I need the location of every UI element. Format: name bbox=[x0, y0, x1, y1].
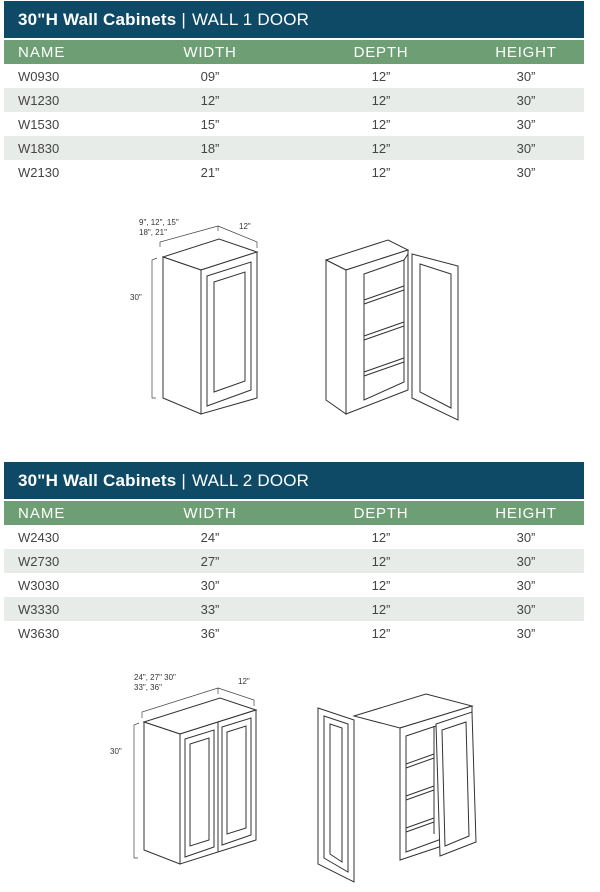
dim-depth: 12" bbox=[239, 222, 251, 231]
cell-width: 12” bbox=[200, 92, 220, 108]
cell-name: W1230 bbox=[18, 92, 60, 108]
cell-width: 21” bbox=[200, 164, 220, 180]
section-wall-2-door bbox=[4, 462, 584, 645]
cell-name: W1530 bbox=[18, 116, 60, 132]
table-header bbox=[4, 501, 584, 525]
cell-height: 30” bbox=[516, 92, 536, 108]
cell-width: 09” bbox=[200, 68, 220, 84]
double-door-cabinet-drawing bbox=[108, 668, 268, 868]
section-header bbox=[4, 462, 584, 499]
dim-width-line2: 33", 36" bbox=[134, 683, 162, 692]
dim-width-line1: 24", 27" 30" bbox=[134, 673, 176, 682]
cell-depth: 12” bbox=[371, 625, 391, 641]
cell-width: 15” bbox=[200, 116, 220, 132]
cell-height: 30” bbox=[516, 577, 536, 593]
table-row bbox=[4, 64, 584, 88]
table-row bbox=[4, 549, 584, 573]
cell-width: 18” bbox=[200, 140, 220, 156]
cell-depth: 12” bbox=[371, 577, 391, 593]
table-row bbox=[4, 160, 584, 184]
column-depth: DEPTH bbox=[353, 504, 409, 522]
cell-name: W0930 bbox=[18, 68, 60, 84]
cell-name: W1830 bbox=[18, 140, 60, 156]
cell-name: W2430 bbox=[18, 529, 60, 545]
dim-width-line2: 18", 21" bbox=[139, 228, 167, 237]
cell-height: 30” bbox=[516, 164, 536, 180]
cell-depth: 12” bbox=[371, 68, 391, 84]
title-separator: | bbox=[181, 9, 187, 29]
single-door-cabinet-open-drawing bbox=[318, 232, 468, 422]
dim-height: 30" bbox=[110, 747, 122, 756]
column-height: HEIGHT bbox=[495, 43, 557, 61]
column-height: HEIGHT bbox=[495, 504, 557, 522]
cell-height: 30” bbox=[516, 68, 536, 84]
dim-width-line1: 9", 12", 15" bbox=[139, 218, 179, 227]
section-subtitle: WALL 1 DOOR bbox=[192, 9, 310, 29]
section-subtitle: WALL 2 DOOR bbox=[192, 470, 310, 490]
cell-width: 27” bbox=[200, 553, 220, 569]
cell-width: 24” bbox=[200, 529, 220, 545]
double-door-cabinet-open-drawing bbox=[314, 686, 484, 886]
cell-name: W2730 bbox=[18, 553, 60, 569]
cell-depth: 12” bbox=[371, 553, 391, 569]
cell-name: W3630 bbox=[18, 625, 60, 641]
cell-depth: 12” bbox=[371, 529, 391, 545]
table-row bbox=[4, 621, 584, 645]
column-width: WIDTH bbox=[183, 504, 237, 522]
cell-depth: 12” bbox=[371, 140, 391, 156]
cell-height: 30” bbox=[516, 116, 536, 132]
cell-depth: 12” bbox=[371, 601, 391, 617]
section-wall-1-door bbox=[4, 1, 584, 184]
column-width: WIDTH bbox=[183, 43, 237, 61]
cell-width: 36” bbox=[200, 625, 220, 641]
table-row bbox=[4, 136, 584, 160]
cell-height: 30” bbox=[516, 625, 536, 641]
cell-height: 30” bbox=[516, 601, 536, 617]
table-row bbox=[4, 88, 584, 112]
cell-height: 30” bbox=[516, 140, 536, 156]
table-header bbox=[4, 40, 584, 64]
table-row bbox=[4, 597, 584, 621]
cell-name: W3330 bbox=[18, 601, 60, 617]
cell-depth: 12” bbox=[371, 92, 391, 108]
cell-height: 30” bbox=[516, 529, 536, 545]
column-name: NAME bbox=[18, 504, 66, 522]
section-header bbox=[4, 1, 584, 38]
table-row bbox=[4, 573, 584, 597]
dim-depth: 12" bbox=[238, 677, 250, 686]
dim-height: 30" bbox=[130, 293, 142, 302]
cell-name: W2130 bbox=[18, 164, 60, 180]
table-row bbox=[4, 112, 584, 136]
section-title: 30"H Wall Cabinets bbox=[18, 470, 177, 490]
section-title: 30"H Wall Cabinets bbox=[18, 9, 177, 29]
cell-depth: 12” bbox=[371, 116, 391, 132]
single-door-cabinet-drawing bbox=[125, 212, 275, 422]
column-depth: DEPTH bbox=[353, 43, 409, 61]
cell-width: 30” bbox=[200, 577, 220, 593]
cell-name: W3030 bbox=[18, 577, 60, 593]
table-row bbox=[4, 525, 584, 549]
cell-width: 33” bbox=[200, 601, 220, 617]
cell-height: 30” bbox=[516, 553, 536, 569]
column-name: NAME bbox=[18, 43, 66, 61]
title-separator: | bbox=[181, 470, 187, 490]
cell-depth: 12” bbox=[371, 164, 391, 180]
